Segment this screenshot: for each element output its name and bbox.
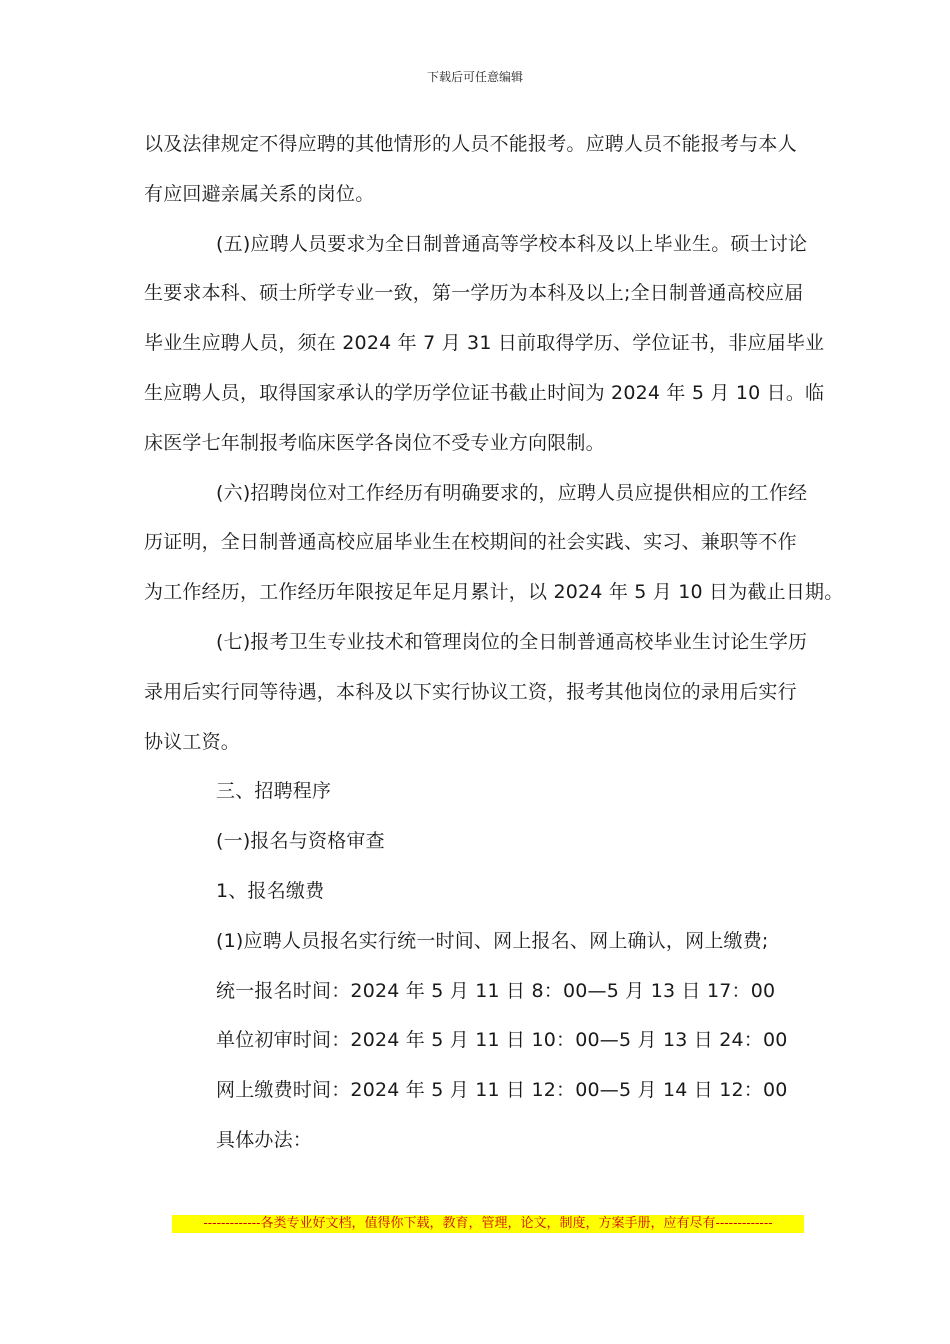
text-line: 生要求本科、硕士所学专业一致，第一学历为本科及以上;全日制普通高校应届 [144,282,804,305]
text-line: 以及法律规定不得应聘的其他情形的人员不能报考。应聘人员不能报考与本人 [144,133,797,155]
text-line: (五)应聘人员要求为全日制普通高等学校本科及以上毕业生。硕士讨论 [216,232,808,255]
text-line: (一)报名与资格审查 [216,830,385,853]
text-line: 为工作经历，工作经历年限按足年足月累计，以 2024 年 5 月 10 日为截止日期。 [144,581,844,604]
text-line: 三、招聘程序 [216,780,332,803]
text-line: 录用后实行同等待遇，本科及以下实行协议工资，报考其他岗位的录用后实行 [144,680,797,703]
text-line: 统一报名时间：2024 年 5 月 11 日 8：00—5 月 13 日 17：00 [216,979,776,1002]
footer-banner: -------------各类专业好文档，值得你下载，教育，管理，论文，制度，方案手册，应有尽有------------- [172,1215,804,1233]
text-line: 1、报名缴费 [216,879,325,902]
text-line: 生应聘人员，取得国家承认的学历学位证书截止时间为 2024 年 5 月 10 日。临 [144,381,825,404]
text-line: 有应回避亲属关系的岗位。 [144,182,375,205]
text-line: 单位初审时间：2024 年 5 月 11 日 10：00—5 月 13 日 24：00 [216,1029,788,1052]
text-line: (1)应聘人员报名实行统一时间、网上报名、网上确认，网上缴费; [216,929,769,952]
text-line: (六)招聘岗位对工作经历有明确要求的，应聘人员应提供相应的工作经 [216,481,808,504]
text-line: 历证明，全日制普通高校应届毕业生在校期间的社会实践、实习、兼职等不作 [144,531,797,554]
text-line: 网上缴费时间：2024 年 5 月 11 日 12：00—5 月 14 日 12：00 [216,1079,788,1102]
text-line: 具体办法： [216,1128,313,1151]
document-body [144,124,844,1170]
text-line: (七)报考卫生专业技术和管理岗位的全日制普通高校毕业生讨论生学历 [216,630,808,653]
page-header: 下载后可任意编辑 [426,70,523,84]
text-line: 毕业生应聘人员，须在 2024 年 7 月 31 日前取得学历、学位证书，非应届毕业 [144,332,825,355]
text-line: 床医学七年制报考临床医学各岗位不受专业方向限制。 [144,431,605,454]
text-line: 协议工资。 [144,730,241,753]
